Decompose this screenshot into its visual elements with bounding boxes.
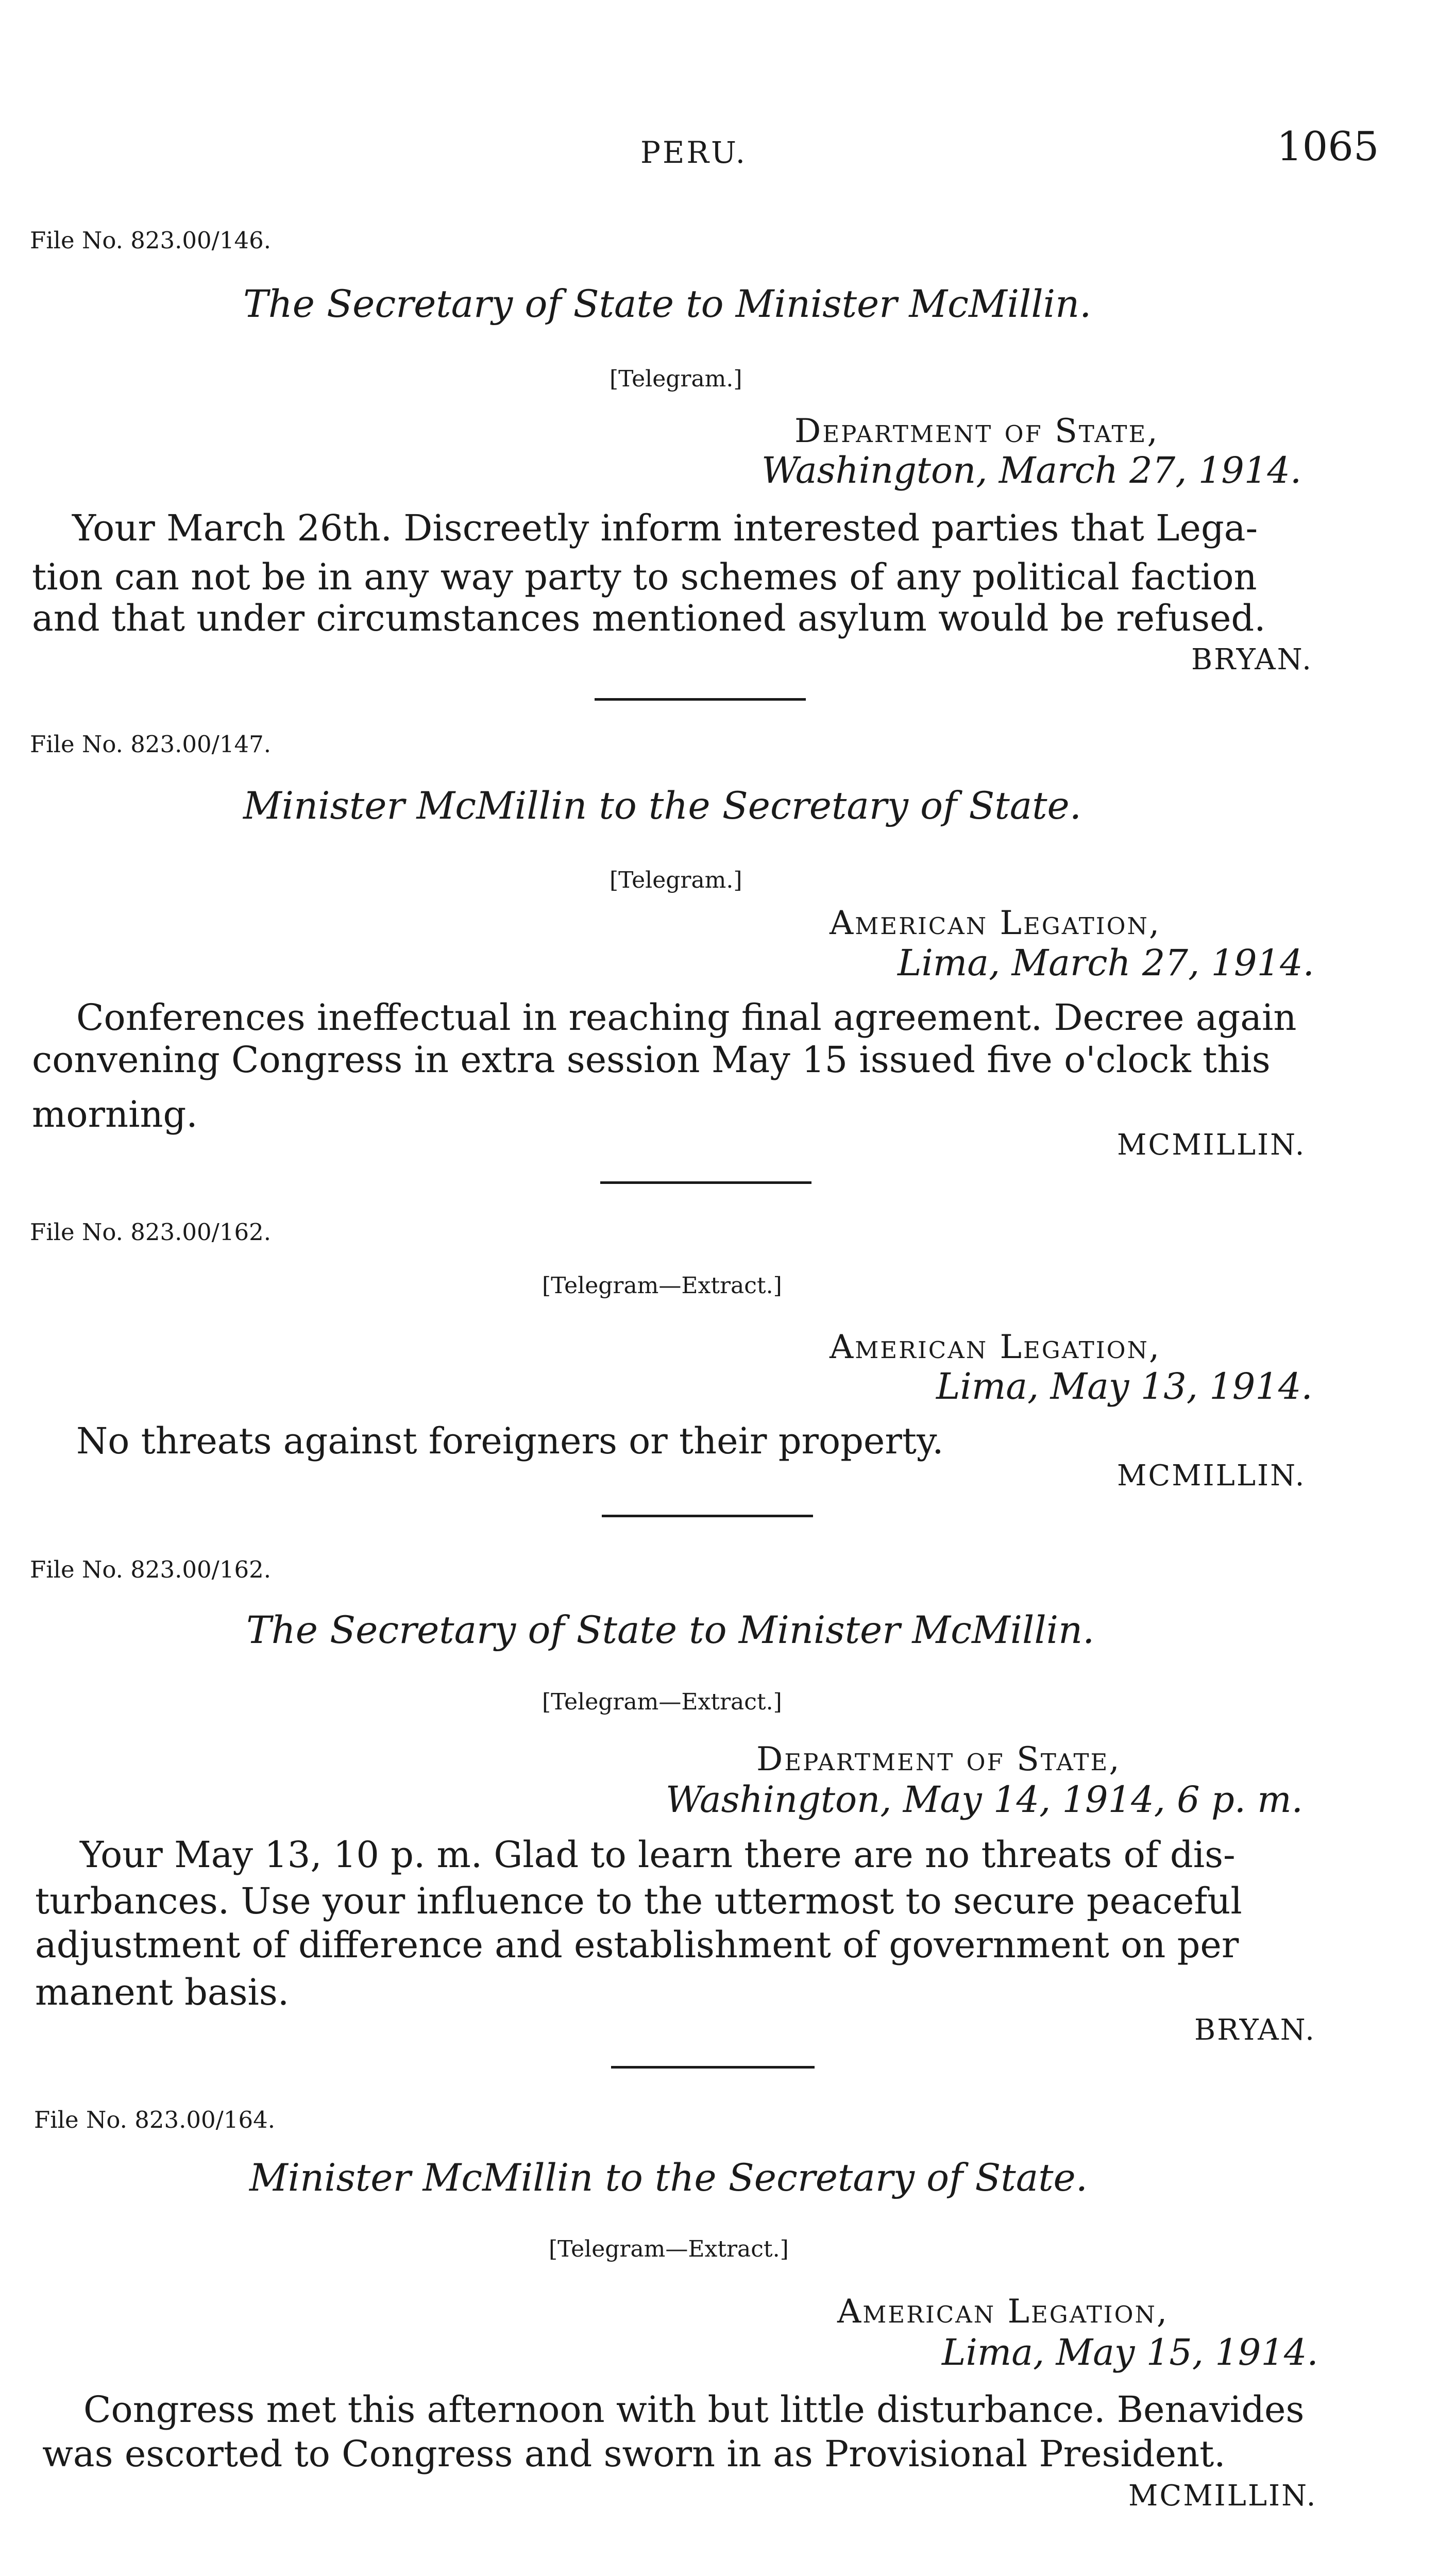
telegram-note: [Telegram—Extract.] [549,2236,789,2262]
sender: Department of State, [756,1740,1121,1778]
document-heading: The Secretary of State to Minister McMillin. [243,282,1092,326]
body-line: morning. [32,1093,198,1136]
document-heading: The Secretary of State to Minister McMillin. [246,1608,1095,1652]
sender: American Legation, [830,904,1161,942]
telegram-note: [Telegram.] [610,867,742,893]
place-date: Lima, March 27, 1914. [898,942,1314,984]
body-line: Your May 13, 10 p. m. Glad to learn there are no threats of dis- [80,1834,1236,1876]
telegram-note: [Telegram.] [610,366,742,392]
sender: Department of State, [794,412,1159,450]
body-line: Conferences ineffectual in reaching final agreement. Decree again [76,996,1297,1039]
document-heading: Minister McMillin to the Secretary of State. [249,2156,1088,2200]
file-number: File No. 823.00/147. [30,731,272,758]
body-line: Congress met this afternoon with but little disturbance. Benavides [83,2388,1305,2431]
section-divider [602,1515,813,1517]
signature: BRYAN. [1191,643,1313,676]
signature: MCMILLIN. [1128,2479,1317,2513]
place-date: Lima, May 15, 1914. [942,2331,1318,2374]
body-line: Your March 26th. Discreetly inform interested parties that Lega- [72,507,1258,549]
body-line: adjustment of difference and establishment of government on per [35,1924,1239,1966]
section-divider [600,1181,811,1184]
page-number: 1065 [1277,124,1379,170]
telegram-note: [Telegram—Extract.] [542,1689,782,1715]
body-line: turbances. Use your influence to the uttermost to secure peaceful [35,1880,1242,1922]
document-heading: Minister McMillin to the Secretary of State. [243,784,1081,828]
telegram-note: [Telegram—Extract.] [542,1273,782,1299]
file-number: File No. 823.00/162. [30,1556,272,1583]
body-line: tion can not be in any way party to schemes of any political faction [32,556,1257,598]
running-head: PERU. [640,135,748,170]
section-divider [611,2066,815,2069]
place-date: Lima, May 13, 1914. [936,1365,1313,1408]
sender: American Legation, [830,1328,1161,1366]
file-number: File No. 823.00/146. [30,227,272,254]
sender: American Legation, [837,2293,1169,2331]
signature: BRYAN. [1194,2013,1316,2047]
file-number: File No. 823.00/162. [30,1218,272,1246]
body-line: convening Congress in extra session May 15 issued five o'clock this [32,1039,1271,1081]
file-number: File No. 823.00/164. [34,2106,276,2133]
body-line: manent basis. [35,1971,290,2013]
place-date: Washington, May 14, 1914, 6 p. m. [666,1778,1303,1821]
place-date: Washington, March 27, 1914. [762,449,1302,492]
section-divider [595,698,806,701]
body-line: was escorted to Congress and sworn in as Provisional President. [42,2433,1226,2475]
body-line: No threats against foreigners or their property. [76,1420,944,1462]
signature: MCMILLIN. [1117,1459,1306,1493]
signature: MCMILLIN. [1117,1128,1306,1162]
body-line: and that under circumstances mentioned asylum would be refused. [32,597,1266,639]
